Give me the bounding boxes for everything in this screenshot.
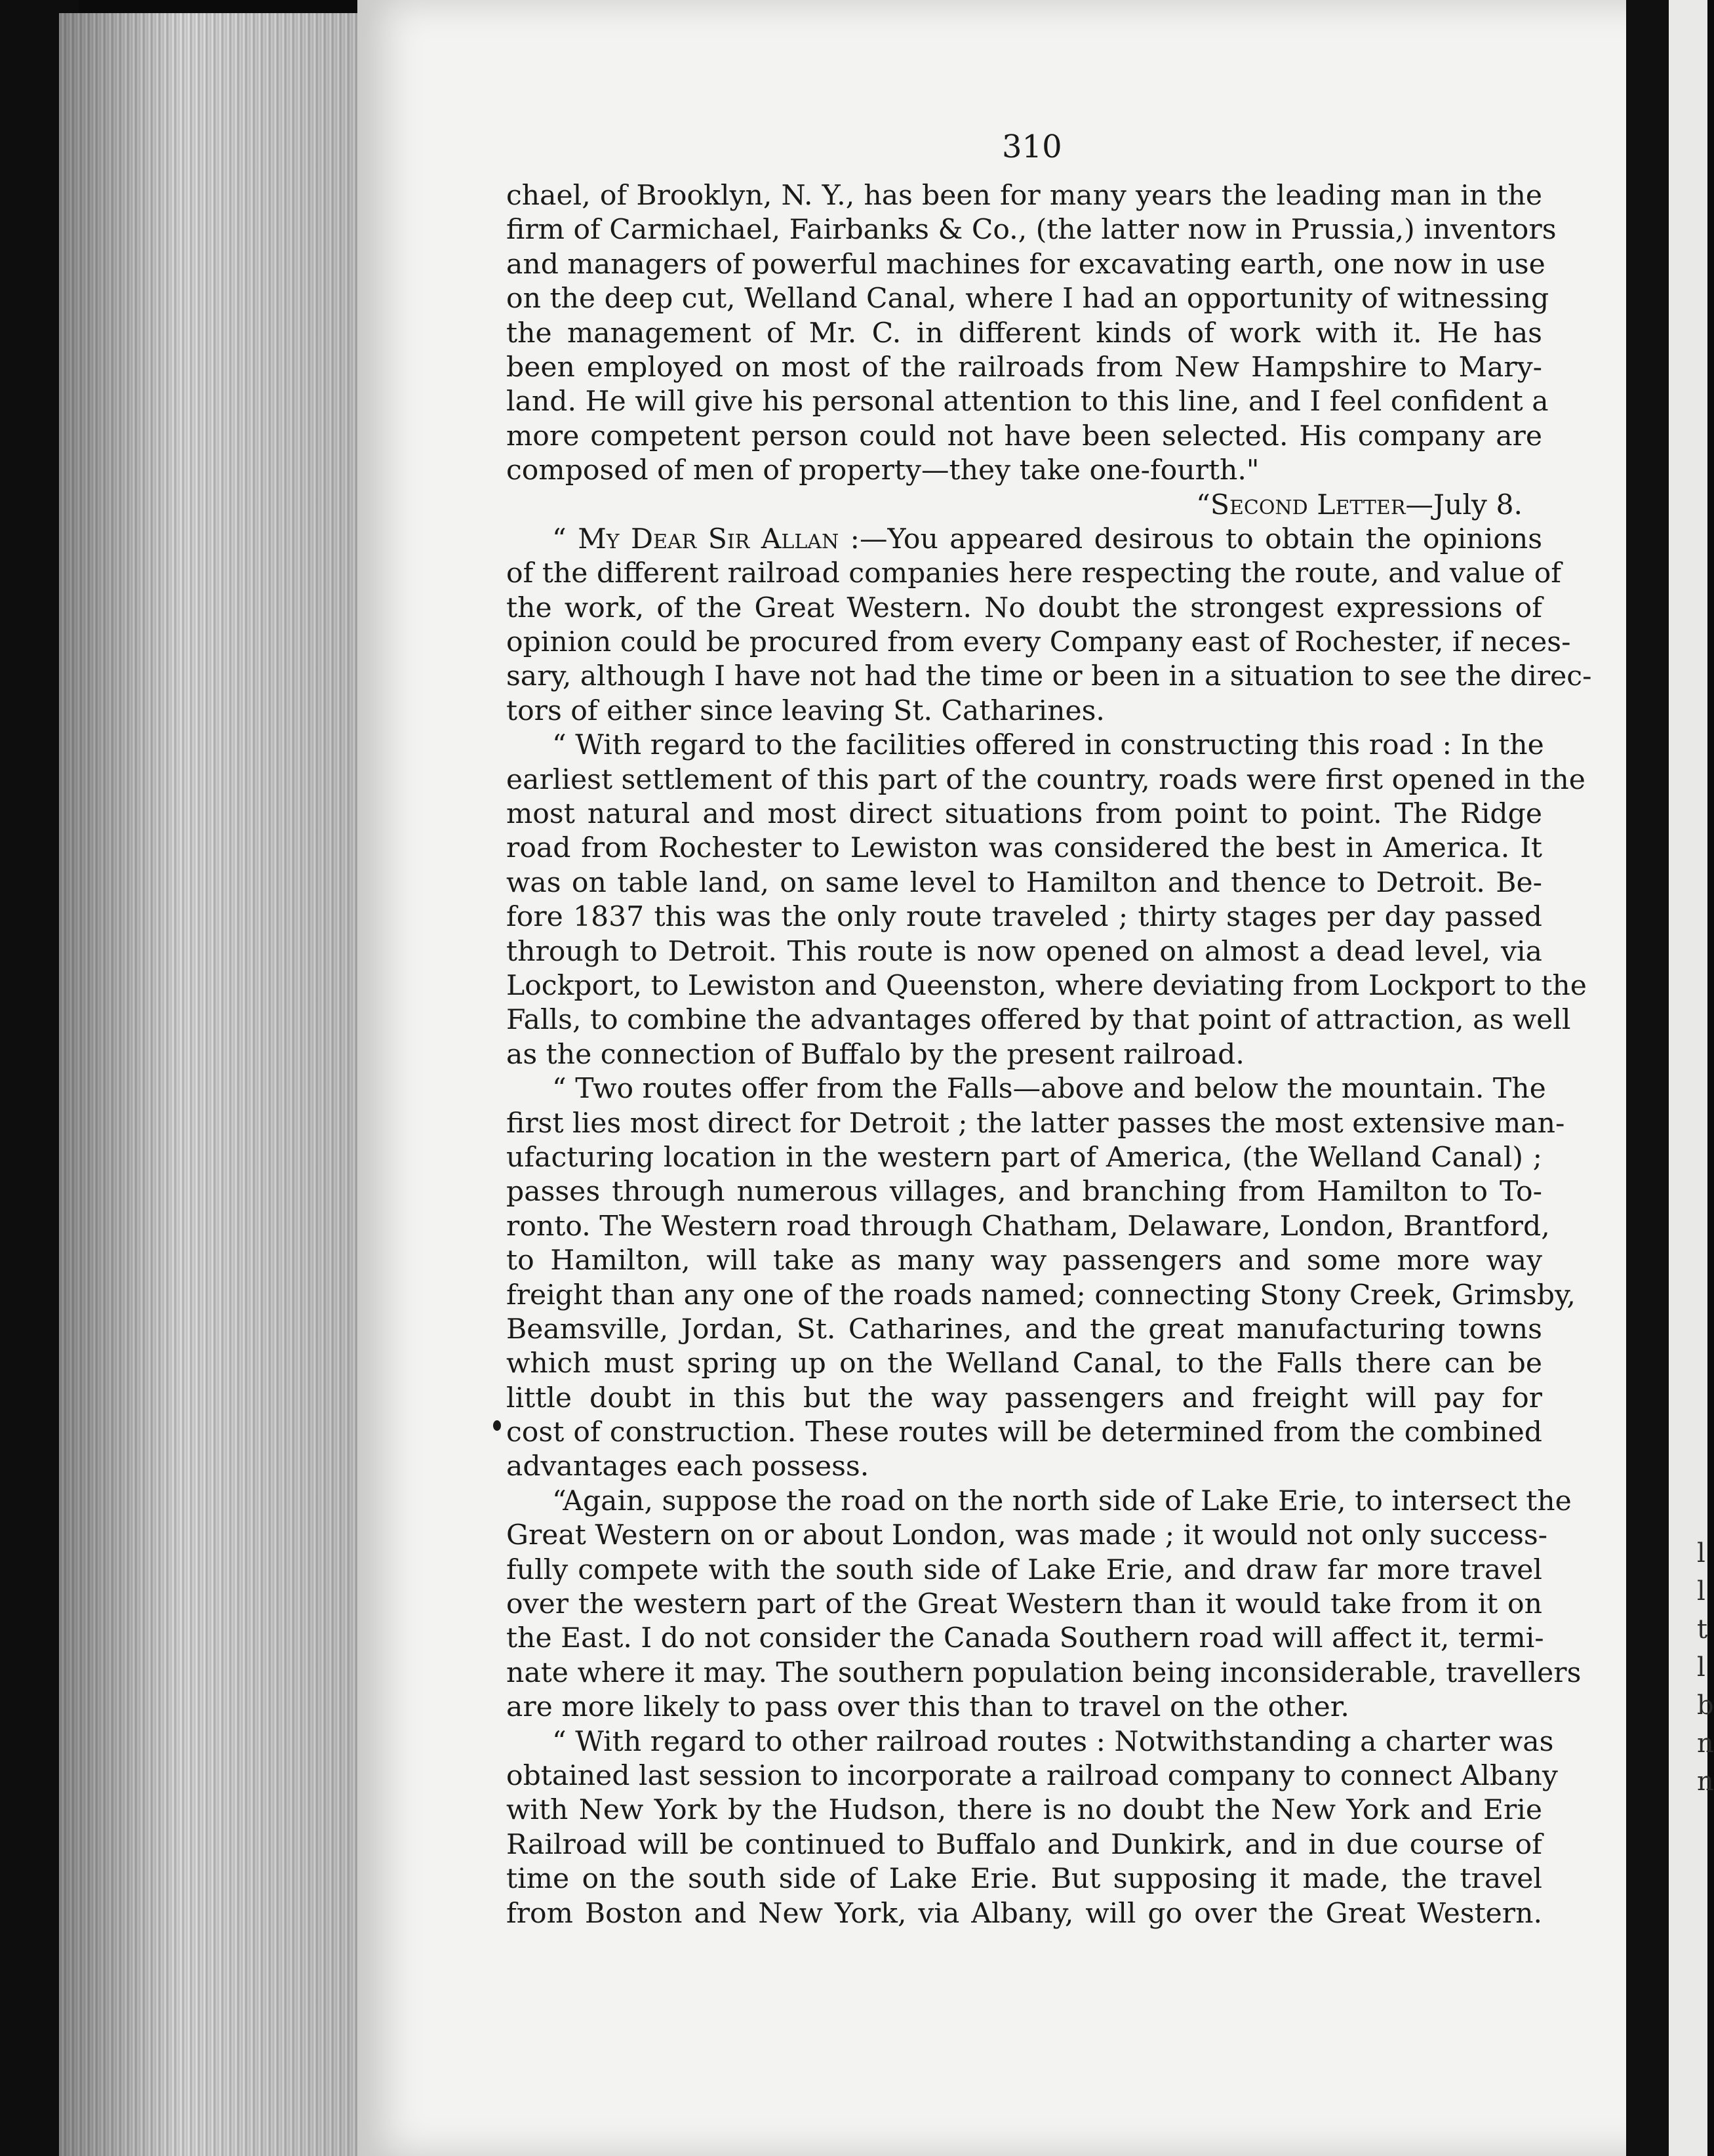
text-line: obtained last session to incorporate a railroad company to connect Albany (506, 1759, 1558, 1792)
text-line: chael, of Brooklyn, N. Y., has been for many years the leading man in the (506, 180, 1542, 212)
text-line: firm of Carmichael, Fairbanks & Co., (the latter now in Prussia,) inventors (506, 214, 1557, 247)
text-line: fore 1837 this was the only route traveled ; thirty stages per day passed (506, 901, 1542, 934)
text-line: with New York by the Hudson, there is no doubt the New York and Erie (506, 1794, 1542, 1827)
text-line: “Again, suppose the road on the north side of Lake Erie, to intersect the (552, 1485, 1572, 1517)
text-line: as the connection of Buffalo by the present railroad. (506, 1038, 1245, 1071)
text-line: was on table land, on same level to Hamilton and thence to Detroit. Be- (506, 866, 1542, 899)
text-line: “ With regard to the facilities offered in constructing this road : In the (552, 729, 1544, 762)
next-page-edge (1669, 0, 1714, 2156)
text-line: earliest settlement of this part of the country, roads were first opened in the (506, 763, 1585, 796)
next-page-fragment: l l t l b n n (1697, 1538, 1714, 1797)
text-line: opinion could be procured from every Company east of Rochester, if neces- (506, 626, 1571, 659)
text-line: tors of either since leaving St. Catharines. (506, 694, 1105, 727)
text-line: freight than any one of the roads named; connecting Stony Creek, Grimsby, (506, 1279, 1576, 1311)
page-number: 310 (1002, 129, 1062, 165)
text-line: of the different railroad companies here respecting the route, and value of (506, 557, 1562, 590)
text-line: ronto. The Western road through Chatham, Delaware, London, Brantford, (506, 1210, 1550, 1243)
text-line: been employed on most of the railroads from New Hampshire to Mary- (506, 351, 1542, 384)
ink-blot (493, 1420, 501, 1431)
text-line: nate where it may. The southern population being inconsiderable, travellers (506, 1656, 1582, 1689)
text-line: advantages each possess. (506, 1450, 869, 1483)
letter-heading-date: —July 8. (1405, 489, 1523, 521)
salutation: “ My Dear Sir Allan (552, 523, 839, 555)
body-text (506, 179, 1592, 1931)
text-line: which must spring up on the Welland Canal, to the Falls there can be (506, 1348, 1542, 1380)
text-line: time on the south side of Lake Erie. But supposing it made, the travel (506, 1863, 1542, 1896)
text-line: land. He will give his personal attention to this line, and I feel confident a (506, 386, 1549, 418)
text-line: first lies most direct for Detroit ; the latter passes the most extensive man- (506, 1107, 1565, 1140)
text-line: passes through numerous villages, and branching from Hamilton to To- (506, 1176, 1542, 1208)
text-line: sary, although I have not had the time or been in a situation to see the direc- (506, 660, 1592, 693)
text-line: on the deep cut, Welland Canal, where I had an opportunity of witnessing (506, 283, 1549, 315)
text-line: composed of men of property—they take one-fourth." (506, 454, 1260, 487)
text-line: Great Western on or about London, was made ; it would not only success- (506, 1519, 1548, 1552)
text-line: Beamsville, Jordan, St. Catharines, and the great manufacturing towns (506, 1313, 1542, 1346)
text-line: ufacturing location in the western part of America, (the Welland Canal) ; (506, 1141, 1542, 1174)
text-line: “ Two routes offer from the Falls—above and below the mountain. The (552, 1073, 1546, 1106)
text-line: Railroad will be continued to Buffalo and Dunkirk, and in due course of (506, 1828, 1542, 1861)
text-line: are more likely to pass over this than to travel on the other. (506, 1691, 1349, 1724)
text-line: most natural and most direct situations from point to point. The Ridge (506, 798, 1542, 831)
book-page-edges (59, 13, 367, 2156)
text-line: “ My Dear Sir Allan :—You appeared desirous to obtain the opinions (552, 523, 1543, 555)
text-line: little doubt in this but the way passengers and freight will pay for (506, 1382, 1542, 1414)
text-line: more competent person could not have been selected. His company are (506, 420, 1542, 452)
letter-heading (506, 489, 1542, 523)
text-line: Lockport, to Lewiston and Queenston, where deviating from Lockport to the (506, 969, 1587, 1002)
letter-heading-title: “Second Letter (1196, 489, 1406, 521)
text-line: the management of Mr. C. in different kinds of work with it. He has (506, 317, 1542, 349)
text-line: “ With regard to other railroad routes : Notwithstanding a charter was (552, 1725, 1554, 1758)
text-line: road from Rochester to Lewiston was considered the best in America. It (506, 832, 1542, 865)
text-line: cost of construction. These routes will be determined from the combined (506, 1416, 1542, 1449)
text-line: fully compete with the south side of Lake Erie, and draw far more travel (506, 1553, 1542, 1586)
text-line: through to Detroit. This route is now opened on almost a dead level, via (506, 935, 1542, 968)
text-line: over the western part of the Great Western than it would take from it on (506, 1588, 1542, 1621)
text-line: the East. I do not consider the Canada Southern road will affect it, termi- (506, 1622, 1544, 1655)
text-line: the work, of the Great Western. No doubt the strongest expressions of (506, 591, 1542, 624)
text-line: Falls, to combine the advantages offered by that point of attraction, as well (506, 1004, 1571, 1037)
text-line: to Hamilton, will take as many way passengers and some more way (506, 1245, 1542, 1277)
text-line: from Boston and New York, via Albany, will go over the Great Western. (506, 1897, 1542, 1930)
text-line: and managers of powerful machines for excavating earth, one now in use (506, 248, 1545, 281)
